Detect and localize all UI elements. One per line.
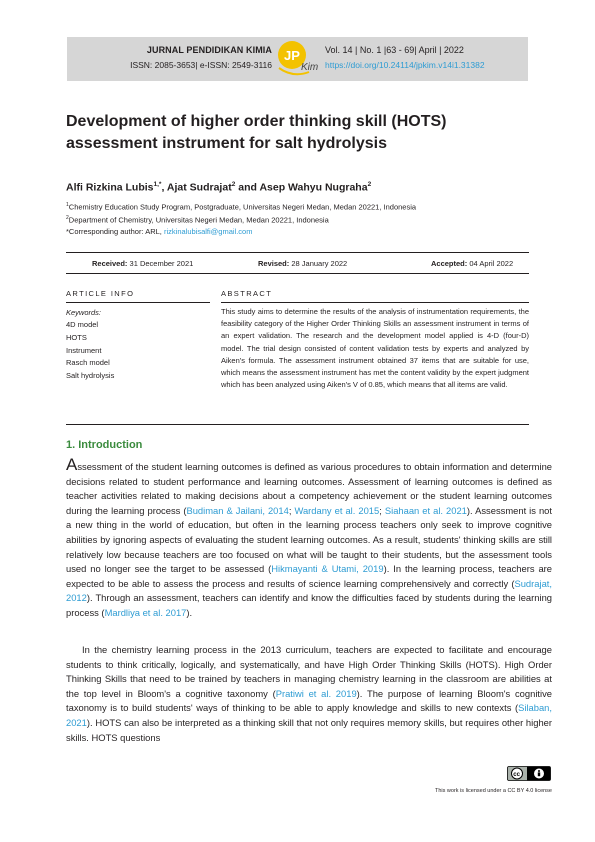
author-2: Ajat Sudrajat bbox=[166, 181, 232, 194]
accepted-value: 04 April 2022 bbox=[467, 259, 514, 268]
issn: ISSN: 2085-3653| e-ISSN: 2549-3116 bbox=[130, 60, 272, 70]
intro-paragraph-2 bbox=[66, 643, 552, 745]
paragraph-text: ; bbox=[379, 504, 385, 516]
title-line-1: Development of higher order thinking skill (HOTS) bbox=[66, 113, 447, 130]
revised-label: Revised: bbox=[258, 259, 290, 268]
divider bbox=[66, 302, 210, 303]
volume-info: Vol. 14 | No. 1 |63 - 69| April | 2022 bbox=[325, 45, 464, 55]
divider bbox=[221, 302, 529, 303]
citation-link[interactable]: Sudrajat, 2012 bbox=[66, 577, 552, 604]
journal-info bbox=[67, 44, 272, 71]
affiliation-2 bbox=[66, 213, 536, 226]
intro-paragraph-1 bbox=[66, 455, 553, 621]
journal-logo bbox=[275, 38, 323, 80]
revised-value: 28 January 2022 bbox=[289, 259, 348, 268]
keyword-list bbox=[66, 319, 114, 383]
author-3-sup: 2 bbox=[367, 181, 372, 188]
citation-link[interactable]: Mardliya et al. 2017 bbox=[104, 606, 187, 618]
logo-mark-kim: Kim bbox=[301, 62, 319, 73]
paragraph-text: ssessment of the student learning outcomes is defined as various procedures to obtain information and determine decisions related to student performance and learning outcomes. Assessment of learning outcomes is defined as teacher activities related to making decisions about a competency achievement or the student learning outcomes during the learning process ( bbox=[66, 461, 552, 516]
doi-link[interactable]: https://doi.org/10.24114/jpkim.v14i1.31382 bbox=[325, 60, 485, 70]
cc-by-icon[interactable] bbox=[507, 766, 551, 781]
author-list bbox=[66, 178, 536, 195]
citation-link[interactable]: Silaban, 2021 bbox=[66, 702, 552, 728]
journal-name: JURNAL PENDIDIKAN KIMIA bbox=[146, 45, 272, 55]
divider bbox=[66, 252, 529, 253]
by-person-body-shape bbox=[538, 772, 540, 776]
drop-cap: A bbox=[66, 455, 78, 474]
citation-link[interactable]: Wardany et al. 2015 bbox=[294, 504, 380, 516]
section-heading: 1. Introduction bbox=[66, 439, 143, 451]
received-value: 31 December 2021 bbox=[127, 259, 194, 268]
citation-link[interactable]: Hikmayanti & Utami, 2019 bbox=[271, 563, 384, 575]
corresponding-label: *Corresponding author: ARL, bbox=[66, 227, 164, 236]
author-3: Asep Wahyu Nugraha bbox=[259, 181, 368, 194]
paragraph-text: ). HOTS can also be interpreted as a thinking skill that not only requires memory skills, but requires other higher skills. HOTS questions bbox=[66, 716, 552, 743]
corresponding-author bbox=[66, 226, 536, 237]
paragraph-text: ). The purpose of learning Bloom's cognitive taxonomy is to build students' ways of thinking to be able to apply knowledge and skills to new contexts ( bbox=[66, 687, 553, 714]
paragraph-text: ). Assessment is not a new thing in the world of education, but often in the learning process teachers only seek to improve cognitive abilities by ignoring aspects of evaluating the student learning outcomes. As a result, students' thinking skills are still relatively low because teachers are too focused on what will be taught to their students, but the assessment tools used no longer see the target to be assessed ( bbox=[66, 504, 553, 575]
received-label: Received: bbox=[92, 259, 128, 268]
keywords-label: Keywords: bbox=[66, 308, 102, 317]
abstract-heading: ABSTRACT bbox=[221, 289, 273, 298]
affiliation-1 bbox=[66, 200, 536, 213]
author-2-sup: 2 bbox=[231, 181, 236, 188]
keyword: 4D model bbox=[66, 320, 99, 329]
author-separator: and bbox=[235, 181, 260, 194]
keyword: HOTS bbox=[66, 332, 87, 342]
affiliation-2-sup: 2 bbox=[66, 215, 69, 221]
paragraph-text: ; bbox=[288, 504, 295, 516]
divider bbox=[66, 273, 529, 274]
divider bbox=[66, 424, 529, 425]
cc-glyph: cc bbox=[513, 771, 520, 778]
citation-link[interactable]: Budiman & Jailani, 2014 bbox=[186, 504, 289, 516]
author-1-sup: 1,* bbox=[153, 181, 162, 188]
by-person-head-shape bbox=[538, 770, 540, 772]
keyword: Salt hydrolysis bbox=[66, 371, 115, 381]
accepted-label: Accepted: bbox=[431, 259, 468, 268]
received-date bbox=[92, 258, 193, 269]
issue-info bbox=[325, 44, 525, 71]
paragraph-text: ). Through an assessment, teachers can identify and know the difficulties faced by students during the learning process ( bbox=[66, 592, 552, 618]
logo-mark-j: JP bbox=[284, 48, 300, 63]
paragraph-text: In the chemistry learning process in the 2013 curriculum, teachers are expected to facilitate and encourage students to think critically, logically, and systematically, and have High Order Thinking Skills (HOTS). High Order Thinking Skills that need to be trained by teachers in managing chemistry learning in the classroom are abilities at the top level in Bloom's a cognitive taxonomy ( bbox=[66, 644, 552, 699]
paragraph-text: ). bbox=[186, 606, 193, 618]
article-info-heading: ARTICLE INFO bbox=[66, 289, 135, 298]
keyword: Rasch model bbox=[66, 358, 110, 368]
revised-date bbox=[258, 258, 347, 269]
affiliation-1-text: Chemistry Education Study Program, Postgraduate, Universitas Negeri Medan, Medan 20221, Indonesia bbox=[68, 202, 417, 212]
citation-link[interactable]: Siahaan et al. 2021 bbox=[384, 504, 467, 516]
citation-link[interactable]: Pratiwi et al. 2019 bbox=[275, 687, 357, 699]
email-link[interactable]: rizkinalubisalfi@gmail.com bbox=[163, 227, 253, 236]
affiliation-1-sup: 1 bbox=[66, 202, 69, 208]
abstract-text: This study aims to determine the results of the analysis of instrumentation requirements, the feasibility category of the Higher Order Thinking Skills an assessment instrument in terms of an expert validation. The research and the development model applied is 4-D (four-D) model. The trial design consisted of content validation tests by experts and analyzed by Aiken's formula. The assessment instrument obtained 37 items that are suitable for use, which means the assessment instrument has met the content validity by the expert judgment which has been analyzed using Aiken's V of 0.85, which means that all items are valid. bbox=[221, 307, 529, 390]
license-note: This work is licensed under a CC BY 4.0 license bbox=[435, 788, 552, 794]
author-separator: , bbox=[161, 181, 167, 194]
keyword: Instrument bbox=[66, 345, 102, 355]
article-title bbox=[66, 111, 536, 155]
paragraph-text: ). In the learning process, teachers are expected to be able to assess the process and results of science learning comprehensively and correctly ( bbox=[66, 563, 552, 589]
accepted-date bbox=[431, 258, 513, 269]
author-1: Alfi Rizkina Lubis bbox=[66, 181, 154, 194]
journal-header bbox=[67, 37, 528, 81]
title-line-2: assessment instrument for salt hydrolysis bbox=[66, 135, 387, 152]
affiliation-2-text: Department of Chemistry, Universitas Negeri Medan, Medan 20221, Indonesia bbox=[68, 215, 329, 225]
